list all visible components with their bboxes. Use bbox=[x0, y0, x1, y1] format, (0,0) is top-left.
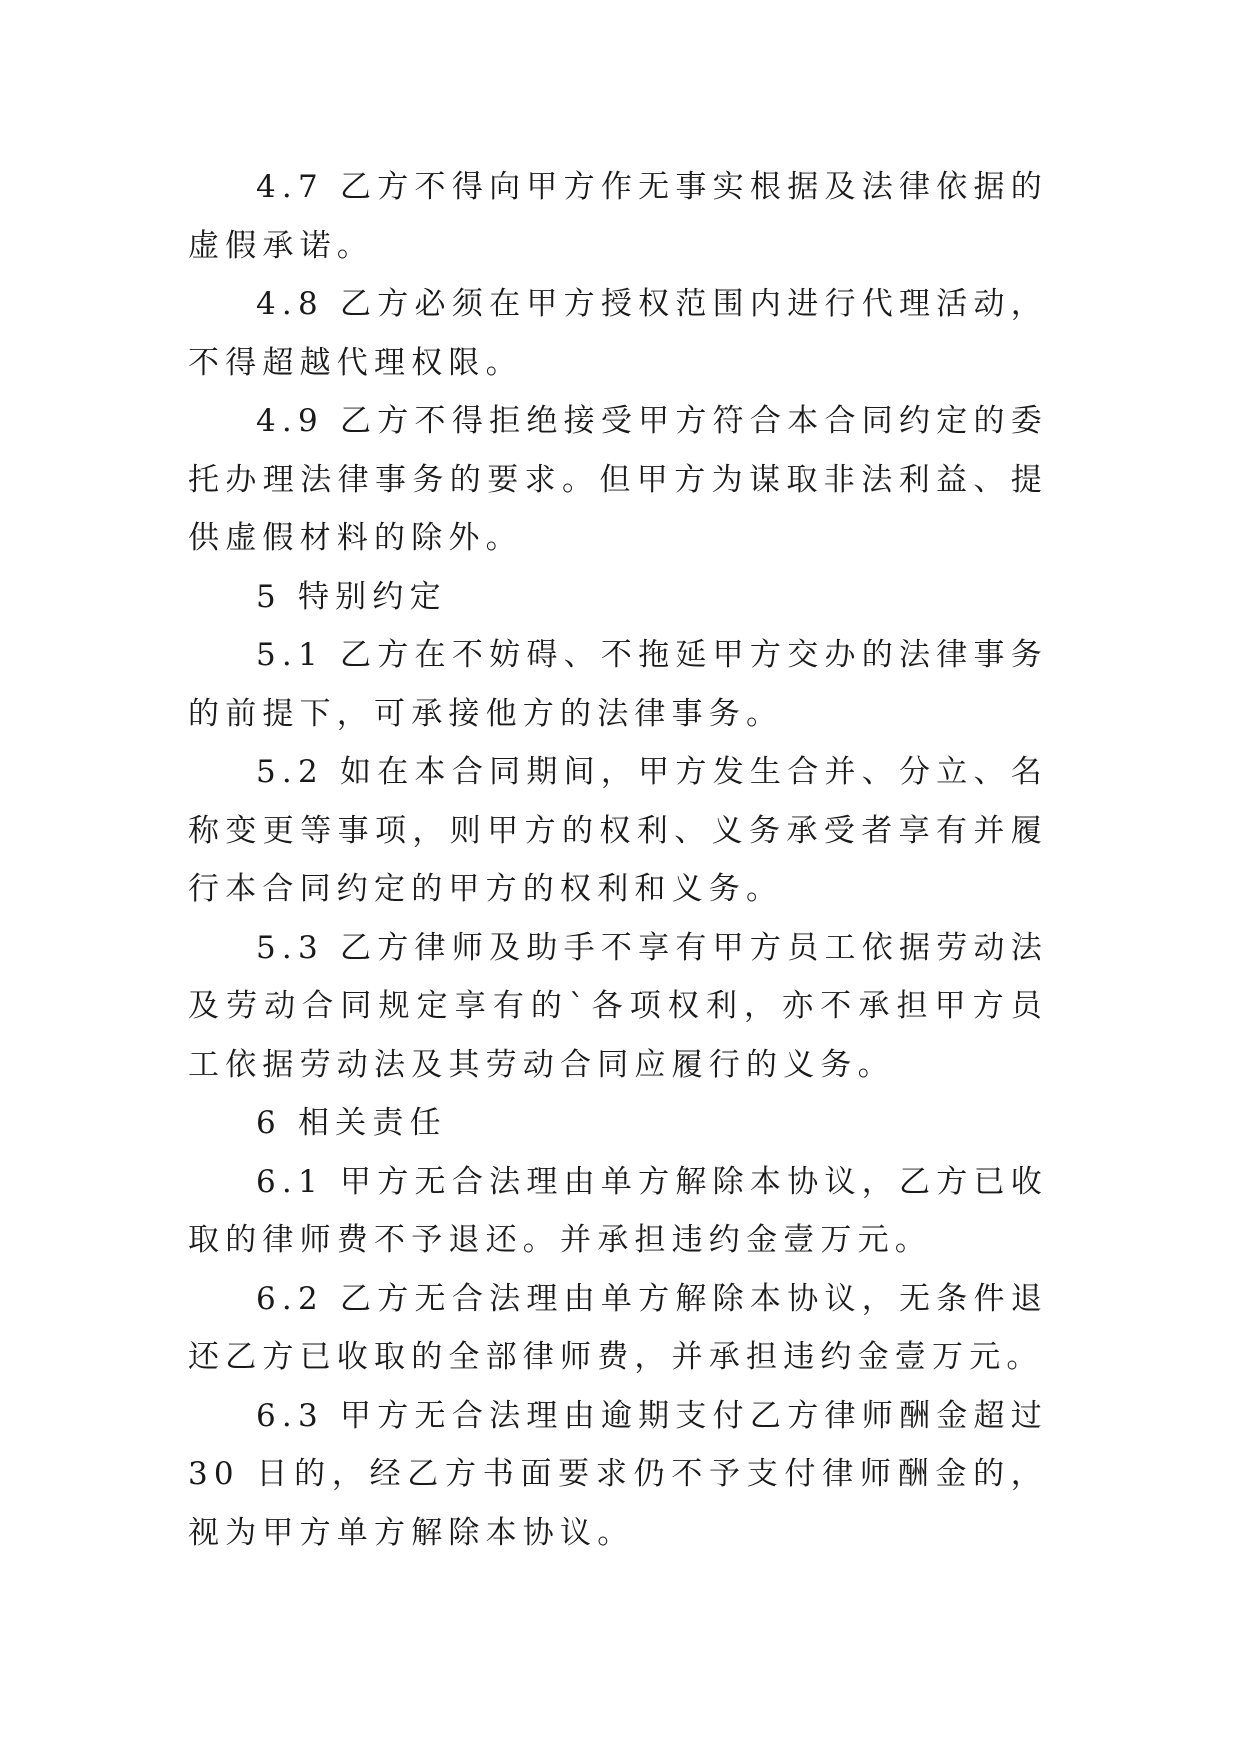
clause-6-2: 6.2 乙方无合法理由单方解除本协议，无条件退还乙方已收取的全部律师费，并承担违约金壹万元。 bbox=[188, 1280, 1048, 1375]
clause-6-3: 6.3 甲方无合法理由逾期支付乙方律师酬金超过 30 日的，经乙方书面要求仍不予支付律师酬金的，视为甲方单方解除本协议。 bbox=[188, 1397, 1048, 1551]
clause-6-1: 6.1 甲方无合法理由单方解除本协议，乙方已收取的律师费不予退还。并承担违约金壹万元。 bbox=[188, 1163, 1048, 1258]
section-heading-5: 5 特别约定 bbox=[256, 578, 447, 615]
clause-5-3: 5.3 乙方律师及助手不享有甲方员工依据劳动法及劳动合同规定享有的`各项权利，亦不承担甲方员工依据劳动法及其劳动合同应履行的义务。 bbox=[188, 929, 1048, 1083]
clause-5-1: 5.1 乙方在不妨碍、不拖延甲方交办的法律事务的前提下，可承接他方的法律事务。 bbox=[188, 637, 1048, 732]
clause-4-7: 4.7 乙方不得向甲方作无事实根据及法律依据的虚假承诺。 bbox=[188, 169, 1048, 264]
clause-4-8: 4.8 乙方必须在甲方授权范围内进行代理活动，不得超越代理权限。 bbox=[188, 286, 1048, 381]
section-heading-6: 6 相关责任 bbox=[256, 1105, 447, 1141]
document-body bbox=[188, 158, 1048, 1562]
clause-5-2: 5.2 如在本合同期间，甲方发生合并、分立、名称变更等事项，则甲方的权利、义务承受者享有并履行本合同约定的甲方的权利和义务。 bbox=[188, 754, 1048, 907]
clause-4-9: 4.9 乙方不得拒绝接受甲方符合本合同约定的委托办理法律事务的要求。但甲方为谋取非法利益、提供虚假材料的除外。 bbox=[188, 403, 1048, 556]
